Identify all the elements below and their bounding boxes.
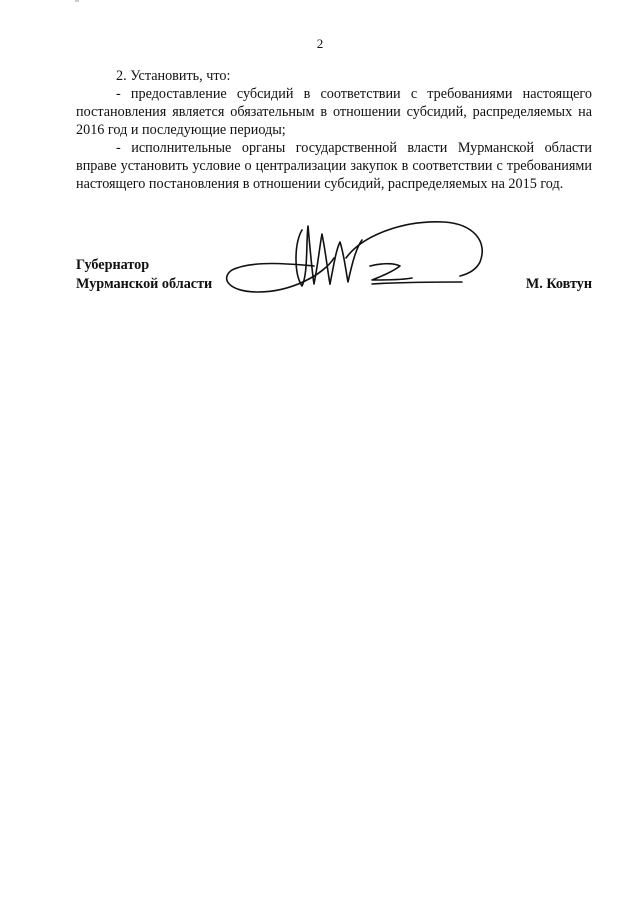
handwritten-signature (222, 214, 492, 306)
page-number: 2 (316, 36, 324, 51)
signature-initial (296, 226, 330, 286)
signer-region: Мурманской области (76, 276, 213, 292)
signature-tail (372, 282, 462, 284)
signature-strokes (227, 222, 483, 292)
signer-name: М. Ковтун (525, 276, 592, 292)
document-body (76, 67, 592, 193)
signature-flourish (370, 264, 412, 280)
clause-item-subsidies: - предоставление субсидий в соответствии с требованиями настоящего постановления является обязательным в отношении субсидий, распределяемых на 2016 год и последующие периоды; (76, 86, 592, 138)
scan-edge-mark (75, 0, 79, 2)
signer-title (76, 256, 212, 294)
clause-item-procurement: - исполнительные органы государственной власти Мурманской области вправе установить условие о централизации закупок в соответствии с требованиями настоящего постановления в отношении субсидий, распределяемых на 2015 год. (76, 140, 592, 192)
signer-position: Губернатор (76, 257, 150, 273)
clause-intro: 2. Установить, что: (116, 68, 231, 84)
signature-arc (346, 222, 482, 276)
